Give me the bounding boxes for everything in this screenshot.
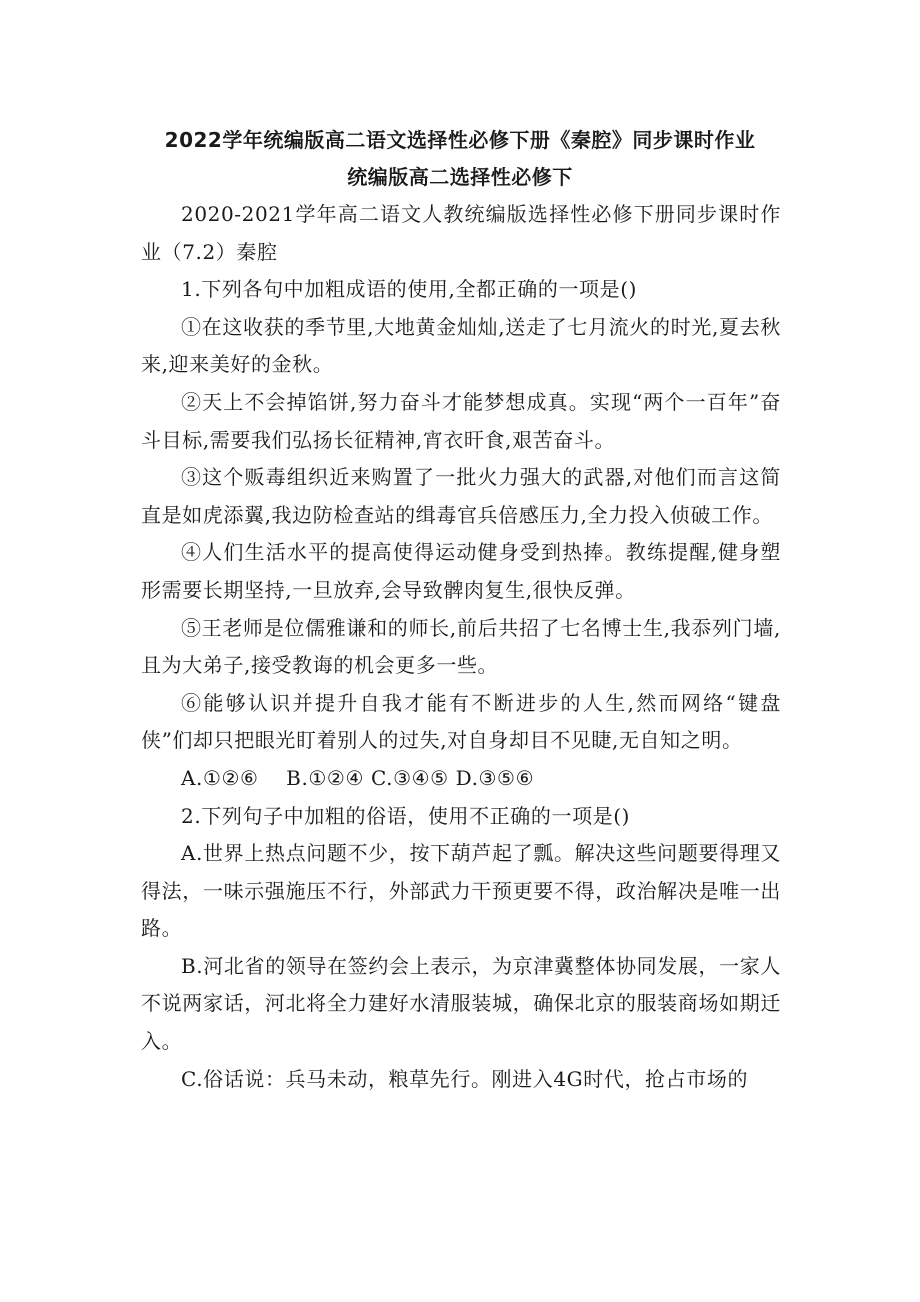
- question-1-item-3: ③这个贩毒组织近来购置了一批火力强大的武器,对他们而言这简直是如虎添翼,我边防检查站的缉毒官兵倍感压力,全力投入侦破工作。: [141, 465, 781, 527]
- question-2-option-b: B.河北省的领导在签约会上表示，为京津冀整体协同发展，一家人不说两家话，河北将全力建好水清服装城，确保北京的服装商场如期迁入。: [141, 953, 781, 1054]
- question-2: 2.下列句子中加粗的俗语，使用不正确的一项是(): [181, 803, 631, 828]
- document-body: [141, 196, 781, 1098]
- question-2-option-a: A.世界上热点问题不少，按下葫芦起了瓢。解决这些问题要得理又得法，一味示强施压不行，外部武力干预更要不得，政治解决是唯一出路。: [141, 841, 781, 941]
- question-1-item-2: ②天上不会掉馅饼,努力奋斗才能梦想成真。实现“两个一百年”奋斗目标,需要我们弘扬长征精神,宵衣旰食,艰苦奋斗。: [141, 389, 781, 452]
- question-1-item-5: ⑤王老师是位儒雅谦和的师长,前后共招了七名博士生,我忝列门墙,且为大弟子,接受教诲的机会更多一些。: [141, 615, 781, 678]
- page-title: 2022学年统编版高二语文选择性必修下册《秦腔》同步课时作业: [164, 128, 756, 152]
- question-1-item-4: ④人们生活水平的提高使得运动健身受到热捧。教练提醒,健身塑形需要长期坚持,一旦放弃,会导致髀肉复生,很快反弹。: [141, 540, 781, 602]
- question-2-option-c: C.俗话说：兵马未动，粮草先行。刚进入4G时代，抢占市场的: [181, 1066, 749, 1091]
- question-1-item-6: ⑥能够认识并提升自我才能有不断进步的人生,然而网络“键盘侠”们却只把眼光盯着别人的过失,对自身却目不见睫,无自知之明。: [141, 690, 781, 753]
- question-1-item-1: ①在这收获的季节里,大地黄金灿灿,送走了七月流火的时光,夏去秋来,迎来美好的金秋。: [141, 314, 781, 377]
- page-subtitle: 统编版高二选择性必修下: [347, 165, 573, 189]
- question-1: 1.下列各句中加粗成语的使用,全都正确的一项是(): [181, 277, 638, 302]
- paragraph-intro: 2020-2021学年高二语文人教统编版选择性必修下册同步课时作业（7.2）秦腔: [141, 202, 781, 264]
- question-1-options: A.①②⑥ B.①②④ C.③④⑤ D.③⑤⑥: [181, 765, 535, 790]
